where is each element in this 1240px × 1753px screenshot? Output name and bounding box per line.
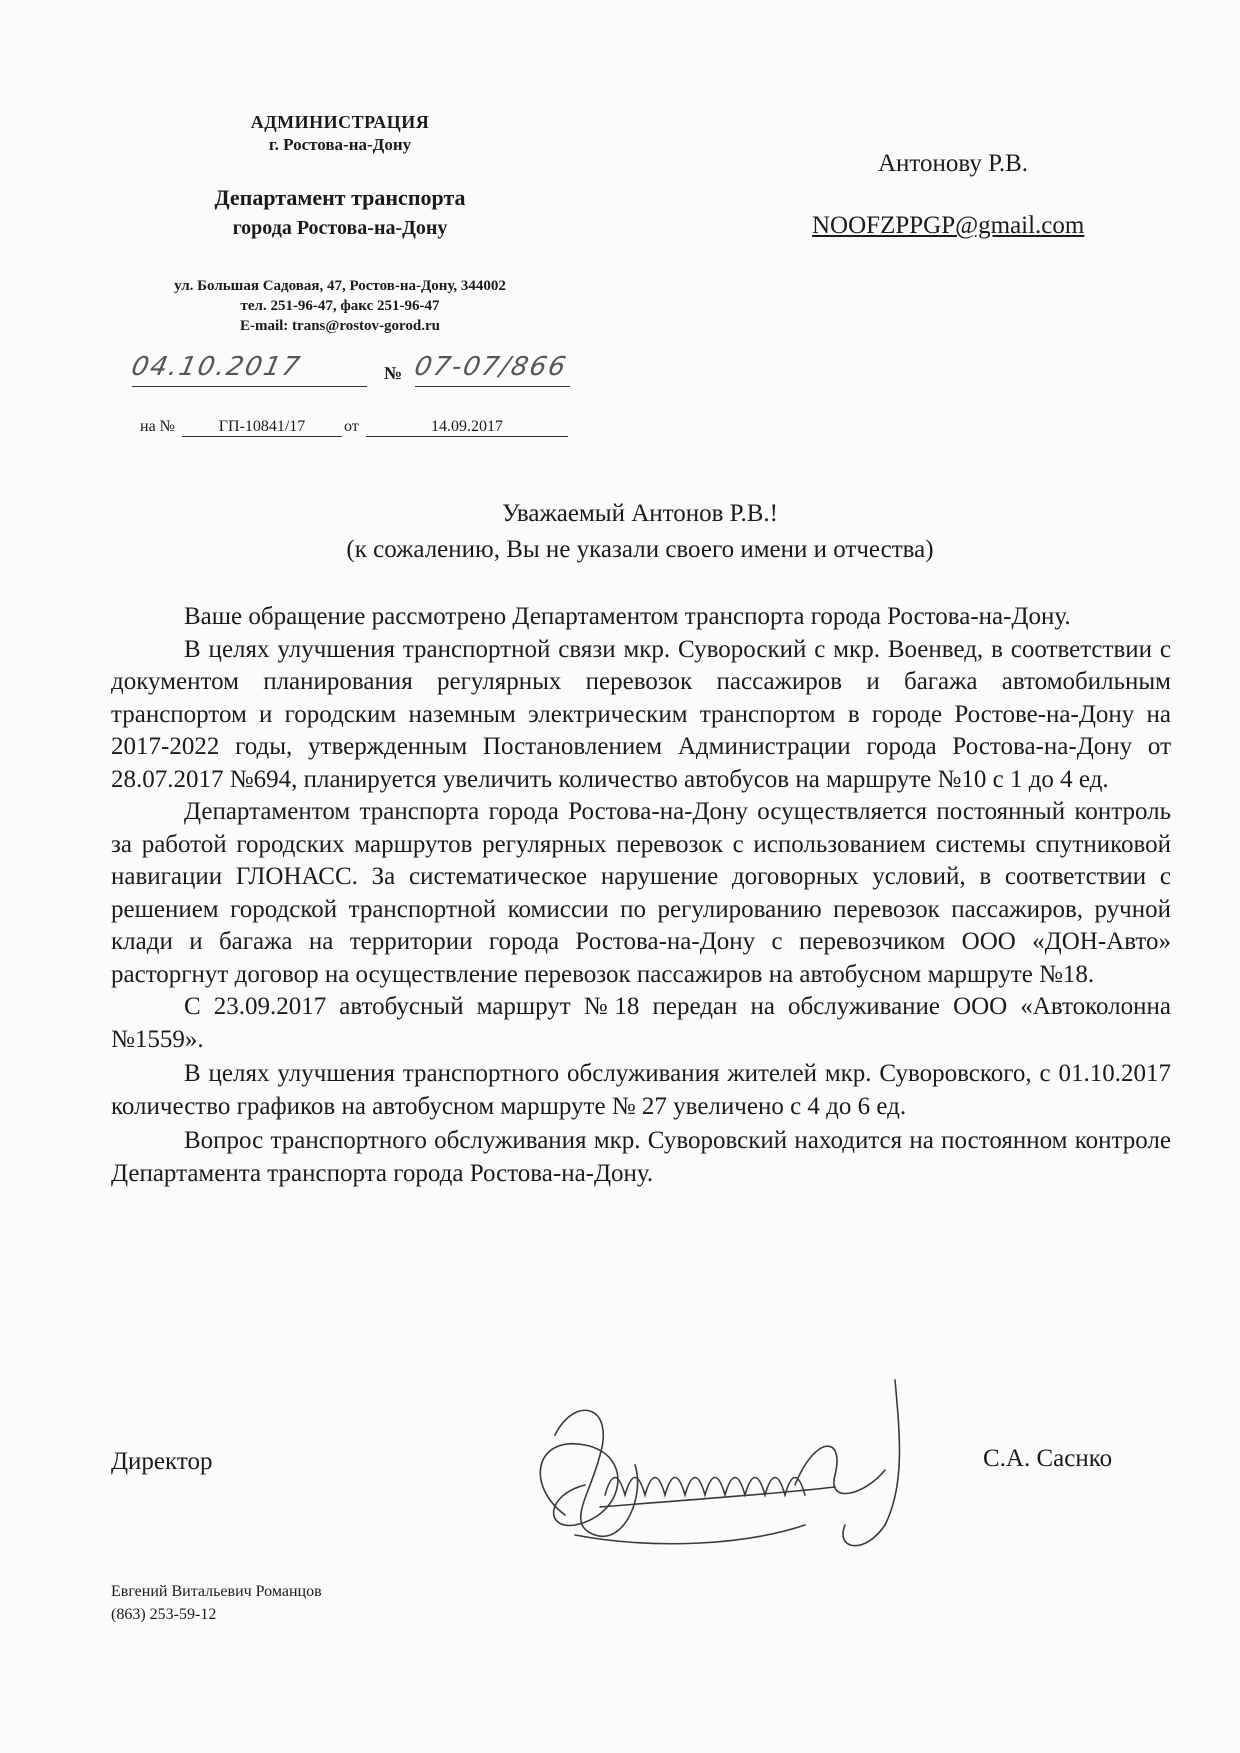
- ref-number: ГП-10841/17: [182, 418, 342, 437]
- recipient-email: NOOFZPPGP@gmail.com: [812, 212, 1085, 239]
- executor-name: Евгений Витальевич Романцов: [111, 1583, 322, 1600]
- org-name: АДМИНИСТРАЦИЯ: [250, 112, 430, 132]
- greeting-line: Уважаемый Антонов Р.В.!: [502, 500, 778, 527]
- paragraph-2: В целях улучшения транспортной связи мкр. Сувороский с мкр. Военвед, в соответствии с документом планирования регулярных перевозок пассажиров и багажа автомобильным транспортом и городским наземным электрическим транспортом в городе Ростове-на-Дону на 2017-2022 годы, утвержденным Постановлением Администрации города Ростова-на-Дону от 28.07.2017 №694, планируется увеличить количество автобусов на маршруте №10 с 1 до 4 ед.: [111, 635, 1171, 793]
- ref-from-label: от: [344, 418, 359, 435]
- org-city: г. Ростова-на-Дону: [268, 135, 412, 154]
- letterhead: [120, 112, 560, 240]
- letterhead-contacts: [120, 276, 560, 336]
- ref-date: 14.09.2017: [366, 418, 568, 437]
- registration-number: 07-07/866: [411, 352, 571, 382]
- executor-phone: (863) 253-59-12: [111, 1606, 217, 1623]
- paragraph-5: В целях улучшения транспортного обслуживания жителей мкр. Суворовского, с 01.10.2017 количество графиков на автобусном маршруте № 27 увеличено с 4 до 6 ед.: [111, 1060, 1171, 1120]
- recipient-name: Антонову Р.В.: [878, 150, 1029, 177]
- letter-body: [111, 601, 1171, 1190]
- greeting: [120, 496, 1160, 568]
- address: ул. Большая Садовая, 47, Ростов-на-Дону, 344002: [174, 278, 506, 294]
- paragraph-4: С 23.09.2017 автобусный маршрут №18 передан на обслуживание ООО «Автоколонна №1559».: [111, 993, 1171, 1053]
- registration-date: 04.10.2017: [128, 352, 305, 382]
- signer-position: Директор: [111, 1448, 213, 1475]
- phone: тел. 251-96-47, факс 251-96-47: [240, 298, 440, 314]
- ref-label: на №: [140, 418, 175, 435]
- paragraph-3: Департаментом транспорта города Ростова-на-Дону осуществляется постоянный контроль за работой городских маршрутов регулярных перевозок с использованием системы спутниковой навигации ГЛОНАСС. За систематическое нарушение договорных условий, в соответствии с решением городской транспортной комиссии по регулированию перевозок пассажиров, ручной клади и багажа на территории города Ростова-на-Дону с перевозчиком ООО «ДОН-Авто» расторгнут договор на осуществление перевозок пассажиров на автобусном маршруте №18.: [111, 798, 1171, 988]
- signer-name: С.А. Саснко: [983, 1445, 1113, 1472]
- executor-block: [111, 1580, 322, 1626]
- paragraph-6: Вопрос транспортного обслуживания мкр. Суворовский находится на постоянном контроле Департамента транспорта города Ростова-на-Дону.: [111, 1127, 1171, 1187]
- paragraph-1: Ваше обращение рассмотрено Департаментом транспорта города Ростова-на-Дону.: [184, 603, 1071, 630]
- dept-city: города Ростова-на-Дону: [232, 217, 448, 239]
- greeting-note: (к сожалению, Вы не указали своего имени и отчества): [346, 536, 934, 563]
- email: E-mail: trans@rostov-gorod.ru: [239, 318, 441, 334]
- handwritten-signature: [505, 1375, 965, 1565]
- registration-number-label: №: [384, 363, 403, 383]
- dept-name: Департамент транспорта: [214, 185, 466, 210]
